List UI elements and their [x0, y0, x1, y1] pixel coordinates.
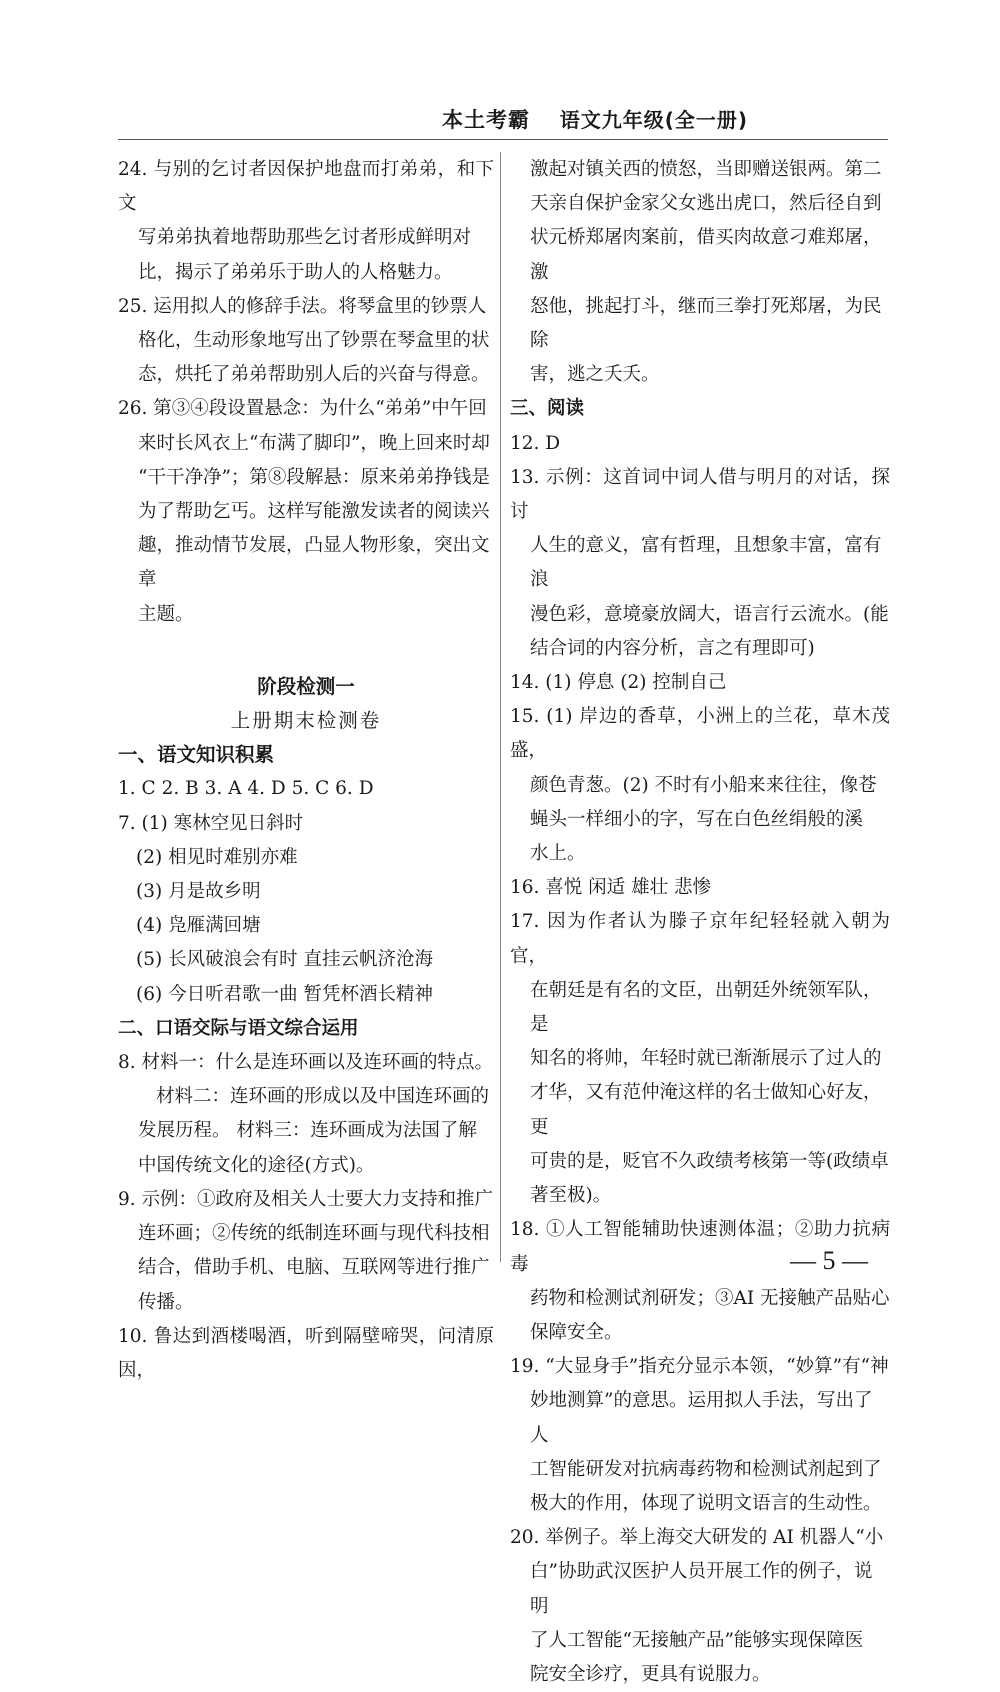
answer-26	[118, 392, 494, 631]
header-rule	[118, 139, 888, 140]
answer-line: 态，烘托了弟弟帮助别人后的兴奋与得意。	[138, 364, 490, 386]
left-column	[118, 153, 494, 1388]
answer-line: 蝇头一样细小的字，写在白色丝绢般的溪	[530, 808, 864, 830]
answer-line: 白”协助武汉医护人员开展工作的例子，说明	[530, 1561, 873, 1617]
answer-19	[510, 1350, 890, 1521]
answer-line: 格化，生动形象地写出了钞票在琴盒里的状	[138, 330, 490, 352]
answer-line: 才华，又有范仲淹这样的名士做知心好友，更	[530, 1082, 882, 1138]
answer-line: 8. 材料一：什么是连环画以及连环画的特点。	[118, 1052, 494, 1074]
answer-line: 保障安全。	[530, 1321, 623, 1343]
right-column	[510, 153, 890, 1692]
exam-title: 上册期末检测卷	[230, 709, 382, 733]
answer-line: 害，逃之夭夭。	[530, 364, 660, 386]
answer-line: (2) 相见时难别亦难	[136, 846, 298, 868]
answer-17	[510, 905, 890, 1213]
answer-line: 20. 举例子。举上海交大研发的 AI 机器人“小	[510, 1527, 884, 1549]
answer-line: 人生的意义，富有哲理，且想象丰富，富有浪	[530, 535, 882, 591]
answer-line: 比，揭示了弟弟乐于助人的人格魅力。	[138, 261, 453, 283]
answer-18	[510, 1213, 890, 1350]
answer-line: 工智能研发对抗病毒药物和检测试剂起到了	[530, 1458, 882, 1480]
answer-line: (6) 今日听君歌一曲 暂凭杯酒长精神	[136, 983, 433, 1005]
section-heading-1: 一、语文知识积累	[118, 743, 275, 767]
answer-7	[118, 807, 494, 1012]
answer-line: 怒他，挑起打斗，继而三拳打死郑屠，为民除	[530, 295, 882, 352]
answer-line: 17. 因为作者认为滕子京年纪轻轻就入朝为官，	[510, 911, 890, 967]
answer-line: 水上。	[530, 843, 586, 865]
answer-line: 来时长风衣上“布满了脚印”，晚上回来时却	[138, 432, 490, 454]
answer-line: 在朝廷是有名的文臣，出朝廷外统领军队，是	[530, 979, 882, 1036]
answer-line: 药物和检测试剂研发；③AI 无接触产品贴心	[530, 1287, 890, 1309]
answer-10: 10. 鲁达到酒楼喝酒，听到隔壁啼哭，问清原因，	[118, 1325, 494, 1381]
answer-15	[510, 700, 890, 871]
answer-10-continued	[510, 153, 890, 392]
answer-line: 极大的作用，体现了说明文语言的生动性。	[530, 1492, 882, 1514]
answer-16: 16. 喜悦 闲适 雄壮 悲惨	[510, 877, 711, 899]
answer-line: 颜色青葱。(2) 不时有小船来来往往，像苍	[530, 774, 877, 796]
page-header	[0, 104, 1000, 134]
answer-line: 院安全诊疗，更具有说服力。	[530, 1663, 771, 1685]
answer-mc: 1. C 2. B 3. A 4. D 5. C 6. D	[118, 778, 374, 800]
section-heading-2: 二、口语交际与语文综合运用	[118, 1017, 359, 1039]
answer-line: 9. 示例：①政府及相关人士要大力支持和推广	[118, 1188, 494, 1210]
answer-line: 了人工智能“无接触产品”能够实现保障医	[530, 1629, 864, 1651]
answer-line: 天亲自保护金家父女逃出虎口，然后径自到	[530, 193, 882, 215]
answer-line: (5) 长风破浪会有时 直挂云帆济沧海	[136, 949, 433, 971]
section-heading-3: 三、阅读	[510, 398, 585, 420]
answer-line: 结合，借助手机、电脑、互联网等进行推广	[138, 1257, 490, 1279]
answer-line: 漫色彩，意境豪放阔大，语言行云流水。(能	[530, 603, 889, 625]
answer-line: 趣，推动情节发展，凸显人物形象，突出文章	[138, 535, 490, 591]
answer-line: 妙地测算”的意思。运用拟人手法，写出了人	[530, 1390, 873, 1446]
header-subtitle: 语文九年级(全一册)	[559, 108, 748, 132]
answer-line: 为了帮助乞丐。这样写能激发读者的阅读兴	[138, 501, 490, 523]
answer-line: 25. 运用拟人的修辞手法。将琴盒里的钞票人	[118, 295, 487, 317]
answer-line: 19. “大显身手”指充分显示本领，“妙算”有“神	[510, 1356, 889, 1378]
answer-line: 连环画；②传统的纸制连环画与现代科技相	[138, 1223, 490, 1245]
answer-20	[510, 1521, 890, 1692]
answer-line: 中国传统文化的途径(方式)。	[138, 1154, 375, 1176]
answer-line: 15. (1) 岸边的香草，小洲上的兰花，草木茂盛，	[510, 706, 890, 762]
answer-line: 13. 示例：这首词中词人借与明月的对话，探讨	[510, 466, 890, 523]
answer-line: 传播。	[138, 1291, 194, 1313]
answer-8	[118, 1046, 494, 1183]
answer-13	[510, 461, 890, 666]
answer-9	[118, 1183, 494, 1320]
answer-line: 24. 与别的乞讨者因保护地盘而打弟弟，和下文	[118, 159, 494, 215]
answer-line: 材料二：连环画的形成以及中国连环画的	[156, 1086, 490, 1108]
answer-line: 18. ①人工智能辅助快速测体温；②助力抗病毒	[510, 1219, 890, 1275]
answer-line: (4) 凫雁满回塘	[136, 915, 261, 937]
header-title	[442, 104, 748, 134]
answer-line: “干干净净”；第⑧段解悬：原来弟弟挣钱是	[138, 466, 490, 488]
answer-line: 状元桥郑屠肉案前，借买肉故意刁难郑屠，激	[530, 227, 882, 283]
answer-line: 主题。	[138, 603, 194, 625]
answer-line: 可贵的是，贬官不久政绩考核第一等(政绩卓	[530, 1150, 889, 1172]
stage-title: 阶段检测一	[257, 674, 355, 698]
answer-line: (3) 月是故乡明	[136, 881, 261, 903]
page-number: — 5 —	[790, 1246, 868, 1275]
answer-line: 著至极)。	[530, 1185, 612, 1207]
column-divider	[500, 152, 501, 1262]
answer-line: 写弟弟执着地帮助那些乞讨者形成鲜明对	[138, 227, 472, 249]
answer-12: 12. D	[510, 432, 561, 454]
answer-line: 7. (1) 寒林空见日斜时	[118, 812, 304, 834]
answer-line: 26. 第③④段设置悬念：为什么“弟弟”中午回	[118, 398, 487, 420]
answer-25	[118, 290, 494, 393]
header-brand: 本土考霸	[442, 108, 531, 132]
answer-line: 结合词的内容分析，言之有理即可)	[530, 637, 815, 659]
answer-line: 知名的将帅，年轻时就已渐渐展示了过人的	[530, 1048, 882, 1070]
answer-24	[118, 153, 494, 290]
spacer	[118, 632, 494, 670]
answer-14: 14. (1) 停息 (2) 控制自己	[510, 672, 727, 694]
answer-line: 发展历程。 材料三：连环画成为法国了解	[138, 1120, 477, 1142]
answer-line: 激起对镇关西的愤怒，当即赠送银两。第二	[530, 159, 882, 180]
